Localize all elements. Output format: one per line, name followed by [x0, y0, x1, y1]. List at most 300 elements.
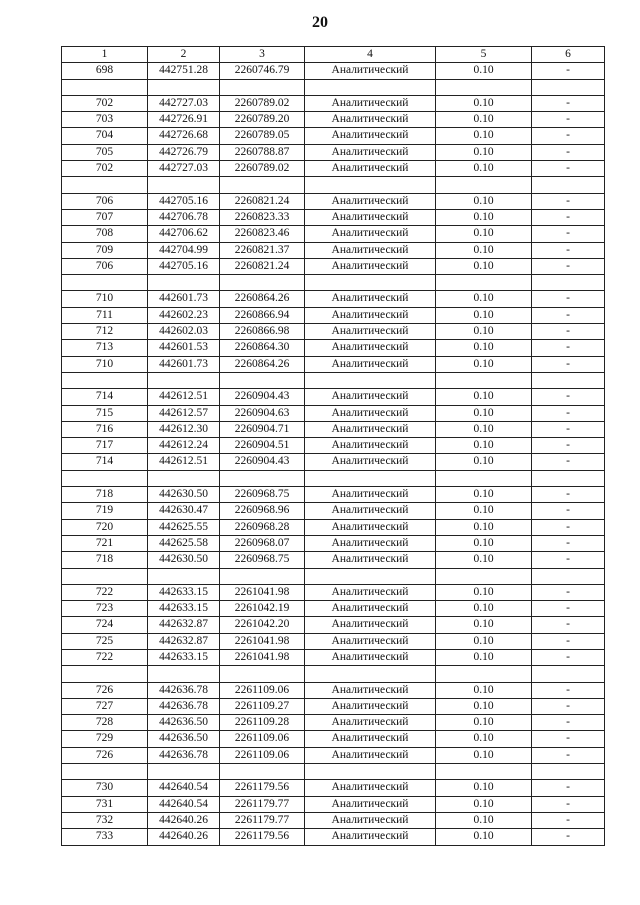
y-coordinate-cell: 2260968.28 — [220, 519, 305, 535]
y-coordinate-cell: 2260968.75 — [220, 487, 305, 503]
x-coordinate-cell — [148, 177, 220, 193]
accuracy-cell: 0.10 — [436, 242, 532, 258]
x-coordinate-cell: 442640.26 — [148, 812, 220, 828]
x-coordinate-cell: 442602.23 — [148, 307, 220, 323]
note-cell: - — [532, 307, 605, 323]
y-coordinate-cell: 2260904.71 — [220, 421, 305, 437]
x-coordinate-cell: 442705.16 — [148, 258, 220, 274]
x-coordinate-cell: 442751.28 — [148, 63, 220, 79]
method-cell: Аналитический — [305, 209, 436, 225]
method-cell: Аналитический — [305, 63, 436, 79]
table-body — [62, 63, 605, 845]
point-number-cell: 715 — [62, 405, 148, 421]
x-coordinate-cell: 442612.51 — [148, 389, 220, 405]
x-coordinate-cell: 442636.50 — [148, 731, 220, 747]
coordinates-table — [61, 46, 605, 846]
x-coordinate-cell: 442602.03 — [148, 324, 220, 340]
y-coordinate-cell — [220, 764, 305, 780]
method-cell: Аналитический — [305, 584, 436, 600]
accuracy-cell: 0.10 — [436, 307, 532, 323]
accuracy-cell: 0.10 — [436, 258, 532, 274]
method-cell: Аналитический — [305, 698, 436, 714]
accuracy-cell: 0.10 — [436, 633, 532, 649]
y-coordinate-cell — [220, 79, 305, 95]
table-row — [62, 796, 605, 812]
point-number-cell: 708 — [62, 226, 148, 242]
y-coordinate-cell: 2260864.26 — [220, 291, 305, 307]
x-coordinate-cell — [148, 372, 220, 388]
table-row — [62, 535, 605, 551]
accuracy-cell: 0.10 — [436, 324, 532, 340]
x-coordinate-cell: 442727.03 — [148, 161, 220, 177]
method-cell: Аналитический — [305, 95, 436, 111]
y-coordinate-cell: 2261042.19 — [220, 601, 305, 617]
method-cell: Аналитический — [305, 144, 436, 160]
accuracy-cell: 0.10 — [436, 95, 532, 111]
point-number-cell: 721 — [62, 535, 148, 551]
note-cell: - — [532, 389, 605, 405]
note-cell: - — [532, 682, 605, 698]
accuracy-cell: 0.10 — [436, 829, 532, 845]
table-row — [62, 584, 605, 600]
method-cell: Аналитический — [305, 487, 436, 503]
method-cell — [305, 568, 436, 584]
note-cell: - — [532, 112, 605, 128]
x-coordinate-cell: 442601.73 — [148, 291, 220, 307]
y-coordinate-cell: 2260789.05 — [220, 128, 305, 144]
note-cell: - — [532, 340, 605, 356]
x-coordinate-cell: 442633.15 — [148, 601, 220, 617]
y-coordinate-cell: 2260864.26 — [220, 356, 305, 372]
x-coordinate-cell: 442630.50 — [148, 552, 220, 568]
note-cell: - — [532, 63, 605, 79]
x-coordinate-cell: 442636.50 — [148, 715, 220, 731]
table-row — [62, 715, 605, 731]
point-number-cell: 726 — [62, 747, 148, 763]
point-number-cell: 711 — [62, 307, 148, 323]
note-cell: - — [532, 226, 605, 242]
accuracy-cell: 0.10 — [436, 193, 532, 209]
point-number-cell: 709 — [62, 242, 148, 258]
y-coordinate-cell — [220, 275, 305, 291]
table-row — [62, 764, 605, 780]
accuracy-cell — [436, 177, 532, 193]
y-coordinate-cell: 2260823.46 — [220, 226, 305, 242]
y-coordinate-cell: 2260746.79 — [220, 63, 305, 79]
y-coordinate-cell: 2261109.06 — [220, 731, 305, 747]
point-number-cell: 702 — [62, 95, 148, 111]
table-row — [62, 242, 605, 258]
y-coordinate-cell — [220, 666, 305, 682]
point-number-cell: 706 — [62, 258, 148, 274]
table-row — [62, 79, 605, 95]
accuracy-cell: 0.10 — [436, 715, 532, 731]
method-cell: Аналитический — [305, 780, 436, 796]
accuracy-cell: 0.10 — [436, 601, 532, 617]
point-number-cell: 714 — [62, 389, 148, 405]
point-number-cell: 712 — [62, 324, 148, 340]
accuracy-cell: 0.10 — [436, 226, 532, 242]
table-row — [62, 617, 605, 633]
method-cell: Аналитический — [305, 796, 436, 812]
table-row — [62, 275, 605, 291]
y-coordinate-cell: 2260788.87 — [220, 144, 305, 160]
note-cell — [532, 79, 605, 95]
y-coordinate-cell: 2260789.20 — [220, 112, 305, 128]
note-cell: - — [532, 324, 605, 340]
y-coordinate-cell: 2260864.30 — [220, 340, 305, 356]
x-coordinate-cell: 442633.15 — [148, 649, 220, 665]
y-coordinate-cell: 2260866.98 — [220, 324, 305, 340]
table-row — [62, 829, 605, 845]
method-cell: Аналитический — [305, 128, 436, 144]
note-cell: - — [532, 698, 605, 714]
point-number-cell — [62, 372, 148, 388]
accuracy-cell: 0.10 — [436, 389, 532, 405]
table-row — [62, 258, 605, 274]
method-cell: Аналитический — [305, 161, 436, 177]
accuracy-cell: 0.10 — [436, 161, 532, 177]
accuracy-cell: 0.10 — [436, 552, 532, 568]
y-coordinate-cell: 2260789.02 — [220, 161, 305, 177]
table-header-row — [62, 47, 605, 63]
column-header: 1 — [62, 47, 148, 63]
point-number-cell: 705 — [62, 144, 148, 160]
x-coordinate-cell: 442640.26 — [148, 829, 220, 845]
accuracy-cell: 0.10 — [436, 63, 532, 79]
point-number-cell: 714 — [62, 454, 148, 470]
y-coordinate-cell: 2261109.06 — [220, 682, 305, 698]
note-cell — [532, 666, 605, 682]
point-number-cell — [62, 666, 148, 682]
method-cell — [305, 372, 436, 388]
accuracy-cell: 0.10 — [436, 503, 532, 519]
accuracy-cell: 0.10 — [436, 438, 532, 454]
x-coordinate-cell: 442726.68 — [148, 128, 220, 144]
point-number-cell: 719 — [62, 503, 148, 519]
method-cell: Аналитический — [305, 340, 436, 356]
method-cell: Аналитический — [305, 715, 436, 731]
x-coordinate-cell: 442612.51 — [148, 454, 220, 470]
point-number-cell — [62, 470, 148, 486]
note-cell: - — [532, 128, 605, 144]
y-coordinate-cell: 2260821.24 — [220, 258, 305, 274]
note-cell: - — [532, 144, 605, 160]
note-cell: - — [532, 161, 605, 177]
point-number-cell: 698 — [62, 63, 148, 79]
point-number-cell: 731 — [62, 796, 148, 812]
note-cell: - — [532, 649, 605, 665]
accuracy-cell: 0.10 — [436, 812, 532, 828]
table-row — [62, 519, 605, 535]
accuracy-cell: 0.10 — [436, 209, 532, 225]
x-coordinate-cell: 442601.73 — [148, 356, 220, 372]
table-row — [62, 161, 605, 177]
point-number-cell: 718 — [62, 487, 148, 503]
table-row — [62, 487, 605, 503]
column-header: 3 — [220, 47, 305, 63]
method-cell — [305, 79, 436, 95]
table-row — [62, 682, 605, 698]
point-number-cell: 732 — [62, 812, 148, 828]
table-row — [62, 812, 605, 828]
accuracy-cell: 0.10 — [436, 519, 532, 535]
note-cell: - — [532, 552, 605, 568]
method-cell: Аналитический — [305, 421, 436, 437]
method-cell: Аналитический — [305, 226, 436, 242]
method-cell: Аналитический — [305, 438, 436, 454]
x-coordinate-cell — [148, 470, 220, 486]
method-cell: Аналитический — [305, 535, 436, 551]
note-cell: - — [532, 421, 605, 437]
note-cell: - — [532, 535, 605, 551]
note-cell: - — [532, 747, 605, 763]
method-cell: Аналитический — [305, 112, 436, 128]
point-number-cell — [62, 568, 148, 584]
table-row — [62, 128, 605, 144]
table-row — [62, 177, 605, 193]
x-coordinate-cell: 442625.55 — [148, 519, 220, 535]
point-number-cell: 733 — [62, 829, 148, 845]
table-row — [62, 340, 605, 356]
y-coordinate-cell: 2260823.33 — [220, 209, 305, 225]
x-coordinate-cell: 442636.78 — [148, 747, 220, 763]
method-cell — [305, 177, 436, 193]
accuracy-cell: 0.10 — [436, 291, 532, 307]
table-row — [62, 503, 605, 519]
x-coordinate-cell: 442612.30 — [148, 421, 220, 437]
table-row — [62, 601, 605, 617]
note-cell — [532, 470, 605, 486]
accuracy-cell: 0.10 — [436, 356, 532, 372]
table-row — [62, 112, 605, 128]
note-cell: - — [532, 209, 605, 225]
point-number-cell: 718 — [62, 552, 148, 568]
point-number-cell — [62, 275, 148, 291]
x-coordinate-cell: 442706.78 — [148, 209, 220, 225]
y-coordinate-cell: 2261042.20 — [220, 617, 305, 633]
method-cell — [305, 275, 436, 291]
x-coordinate-cell: 442706.62 — [148, 226, 220, 242]
y-coordinate-cell — [220, 177, 305, 193]
method-cell: Аналитический — [305, 389, 436, 405]
x-coordinate-cell: 442630.47 — [148, 503, 220, 519]
table-row — [62, 144, 605, 160]
method-cell: Аналитический — [305, 307, 436, 323]
y-coordinate-cell: 2260968.75 — [220, 552, 305, 568]
point-number-cell: 730 — [62, 780, 148, 796]
x-coordinate-cell: 442727.03 — [148, 95, 220, 111]
method-cell: Аналитический — [305, 405, 436, 421]
y-coordinate-cell: 2260789.02 — [220, 95, 305, 111]
y-coordinate-cell: 2260821.24 — [220, 193, 305, 209]
method-cell: Аналитический — [305, 454, 436, 470]
point-number-cell — [62, 79, 148, 95]
x-coordinate-cell: 442726.79 — [148, 144, 220, 160]
note-cell: - — [532, 796, 605, 812]
method-cell: Аналитический — [305, 617, 436, 633]
note-cell: - — [532, 242, 605, 258]
x-coordinate-cell — [148, 764, 220, 780]
table-row — [62, 552, 605, 568]
point-number-cell: 729 — [62, 731, 148, 747]
column-header: 5 — [436, 47, 532, 63]
point-number-cell: 722 — [62, 584, 148, 600]
method-cell — [305, 764, 436, 780]
point-number-cell: 710 — [62, 291, 148, 307]
table-row — [62, 389, 605, 405]
method-cell: Аналитический — [305, 829, 436, 845]
method-cell: Аналитический — [305, 649, 436, 665]
y-coordinate-cell — [220, 470, 305, 486]
x-coordinate-cell: 442632.87 — [148, 633, 220, 649]
accuracy-cell: 0.10 — [436, 649, 532, 665]
accuracy-cell: 0.10 — [436, 487, 532, 503]
y-coordinate-cell: 2261179.56 — [220, 829, 305, 845]
x-coordinate-cell — [148, 275, 220, 291]
method-cell: Аналитический — [305, 242, 436, 258]
point-number-cell: 727 — [62, 698, 148, 714]
point-number-cell: 704 — [62, 128, 148, 144]
table-row — [62, 731, 605, 747]
point-number-cell — [62, 764, 148, 780]
method-cell: Аналитический — [305, 193, 436, 209]
point-number-cell: 725 — [62, 633, 148, 649]
accuracy-cell: 0.10 — [436, 584, 532, 600]
y-coordinate-cell: 2261041.98 — [220, 649, 305, 665]
method-cell: Аналитический — [305, 519, 436, 535]
table-row — [62, 193, 605, 209]
table-row — [62, 405, 605, 421]
y-coordinate-cell: 2260968.07 — [220, 535, 305, 551]
note-cell: - — [532, 291, 605, 307]
note-cell — [532, 275, 605, 291]
table-row — [62, 649, 605, 665]
accuracy-cell: 0.10 — [436, 454, 532, 470]
point-number-cell: 728 — [62, 715, 148, 731]
x-coordinate-cell: 442726.91 — [148, 112, 220, 128]
accuracy-cell — [436, 470, 532, 486]
accuracy-cell: 0.10 — [436, 731, 532, 747]
point-number-cell: 723 — [62, 601, 148, 617]
table-row — [62, 568, 605, 584]
method-cell: Аналитический — [305, 601, 436, 617]
method-cell — [305, 470, 436, 486]
method-cell: Аналитический — [305, 356, 436, 372]
note-cell: - — [532, 356, 605, 372]
table-row — [62, 454, 605, 470]
x-coordinate-cell: 442601.53 — [148, 340, 220, 356]
x-coordinate-cell: 442633.15 — [148, 584, 220, 600]
y-coordinate-cell: 2261041.98 — [220, 633, 305, 649]
point-number-cell: 726 — [62, 682, 148, 698]
table-row — [62, 633, 605, 649]
method-cell: Аналитический — [305, 503, 436, 519]
method-cell: Аналитический — [305, 291, 436, 307]
method-cell: Аналитический — [305, 324, 436, 340]
point-number-cell: 706 — [62, 193, 148, 209]
column-header: 4 — [305, 47, 436, 63]
y-coordinate-cell: 2260904.51 — [220, 438, 305, 454]
note-cell: - — [532, 617, 605, 633]
point-number-cell: 717 — [62, 438, 148, 454]
table-row — [62, 226, 605, 242]
y-coordinate-cell: 2261179.56 — [220, 780, 305, 796]
note-cell: - — [532, 731, 605, 747]
x-coordinate-cell: 442705.16 — [148, 193, 220, 209]
x-coordinate-cell — [148, 568, 220, 584]
note-cell: - — [532, 454, 605, 470]
point-number-cell: 722 — [62, 649, 148, 665]
y-coordinate-cell: 2261109.27 — [220, 698, 305, 714]
note-cell: - — [532, 193, 605, 209]
note-cell: - — [532, 601, 605, 617]
table-row — [62, 698, 605, 714]
accuracy-cell — [436, 764, 532, 780]
accuracy-cell — [436, 666, 532, 682]
table-row — [62, 438, 605, 454]
table-row — [62, 324, 605, 340]
y-coordinate-cell: 2261109.06 — [220, 747, 305, 763]
accuracy-cell: 0.10 — [436, 421, 532, 437]
note-cell: - — [532, 780, 605, 796]
y-coordinate-cell — [220, 568, 305, 584]
note-cell: - — [532, 715, 605, 731]
method-cell: Аналитический — [305, 812, 436, 828]
x-coordinate-cell: 442640.54 — [148, 796, 220, 812]
y-coordinate-cell: 2260821.37 — [220, 242, 305, 258]
y-coordinate-cell — [220, 372, 305, 388]
x-coordinate-cell: 442612.57 — [148, 405, 220, 421]
y-coordinate-cell: 2261179.77 — [220, 812, 305, 828]
y-coordinate-cell: 2261109.28 — [220, 715, 305, 731]
note-cell: - — [532, 519, 605, 535]
note-cell — [532, 764, 605, 780]
accuracy-cell: 0.10 — [436, 780, 532, 796]
table-row — [62, 421, 605, 437]
accuracy-cell: 0.10 — [436, 796, 532, 812]
accuracy-cell: 0.10 — [436, 698, 532, 714]
y-coordinate-cell: 2261041.98 — [220, 584, 305, 600]
point-number-cell: 703 — [62, 112, 148, 128]
x-coordinate-cell: 442636.78 — [148, 698, 220, 714]
point-number-cell: 702 — [62, 161, 148, 177]
column-header: 2 — [148, 47, 220, 63]
method-cell: Аналитический — [305, 633, 436, 649]
accuracy-cell — [436, 568, 532, 584]
y-coordinate-cell: 2260904.43 — [220, 389, 305, 405]
accuracy-cell: 0.10 — [436, 340, 532, 356]
note-cell: - — [532, 829, 605, 845]
accuracy-cell — [436, 372, 532, 388]
method-cell — [305, 666, 436, 682]
note-cell — [532, 568, 605, 584]
note-cell: - — [532, 812, 605, 828]
note-cell — [532, 372, 605, 388]
table-row — [62, 209, 605, 225]
y-coordinate-cell: 2260904.43 — [220, 454, 305, 470]
note-cell — [532, 177, 605, 193]
x-coordinate-cell: 442625.58 — [148, 535, 220, 551]
column-header: 6 — [532, 47, 605, 63]
note-cell: - — [532, 503, 605, 519]
note-cell: - — [532, 258, 605, 274]
accuracy-cell: 0.10 — [436, 112, 532, 128]
note-cell: - — [532, 95, 605, 111]
note-cell: - — [532, 405, 605, 421]
y-coordinate-cell: 2261179.77 — [220, 796, 305, 812]
table-row — [62, 291, 605, 307]
